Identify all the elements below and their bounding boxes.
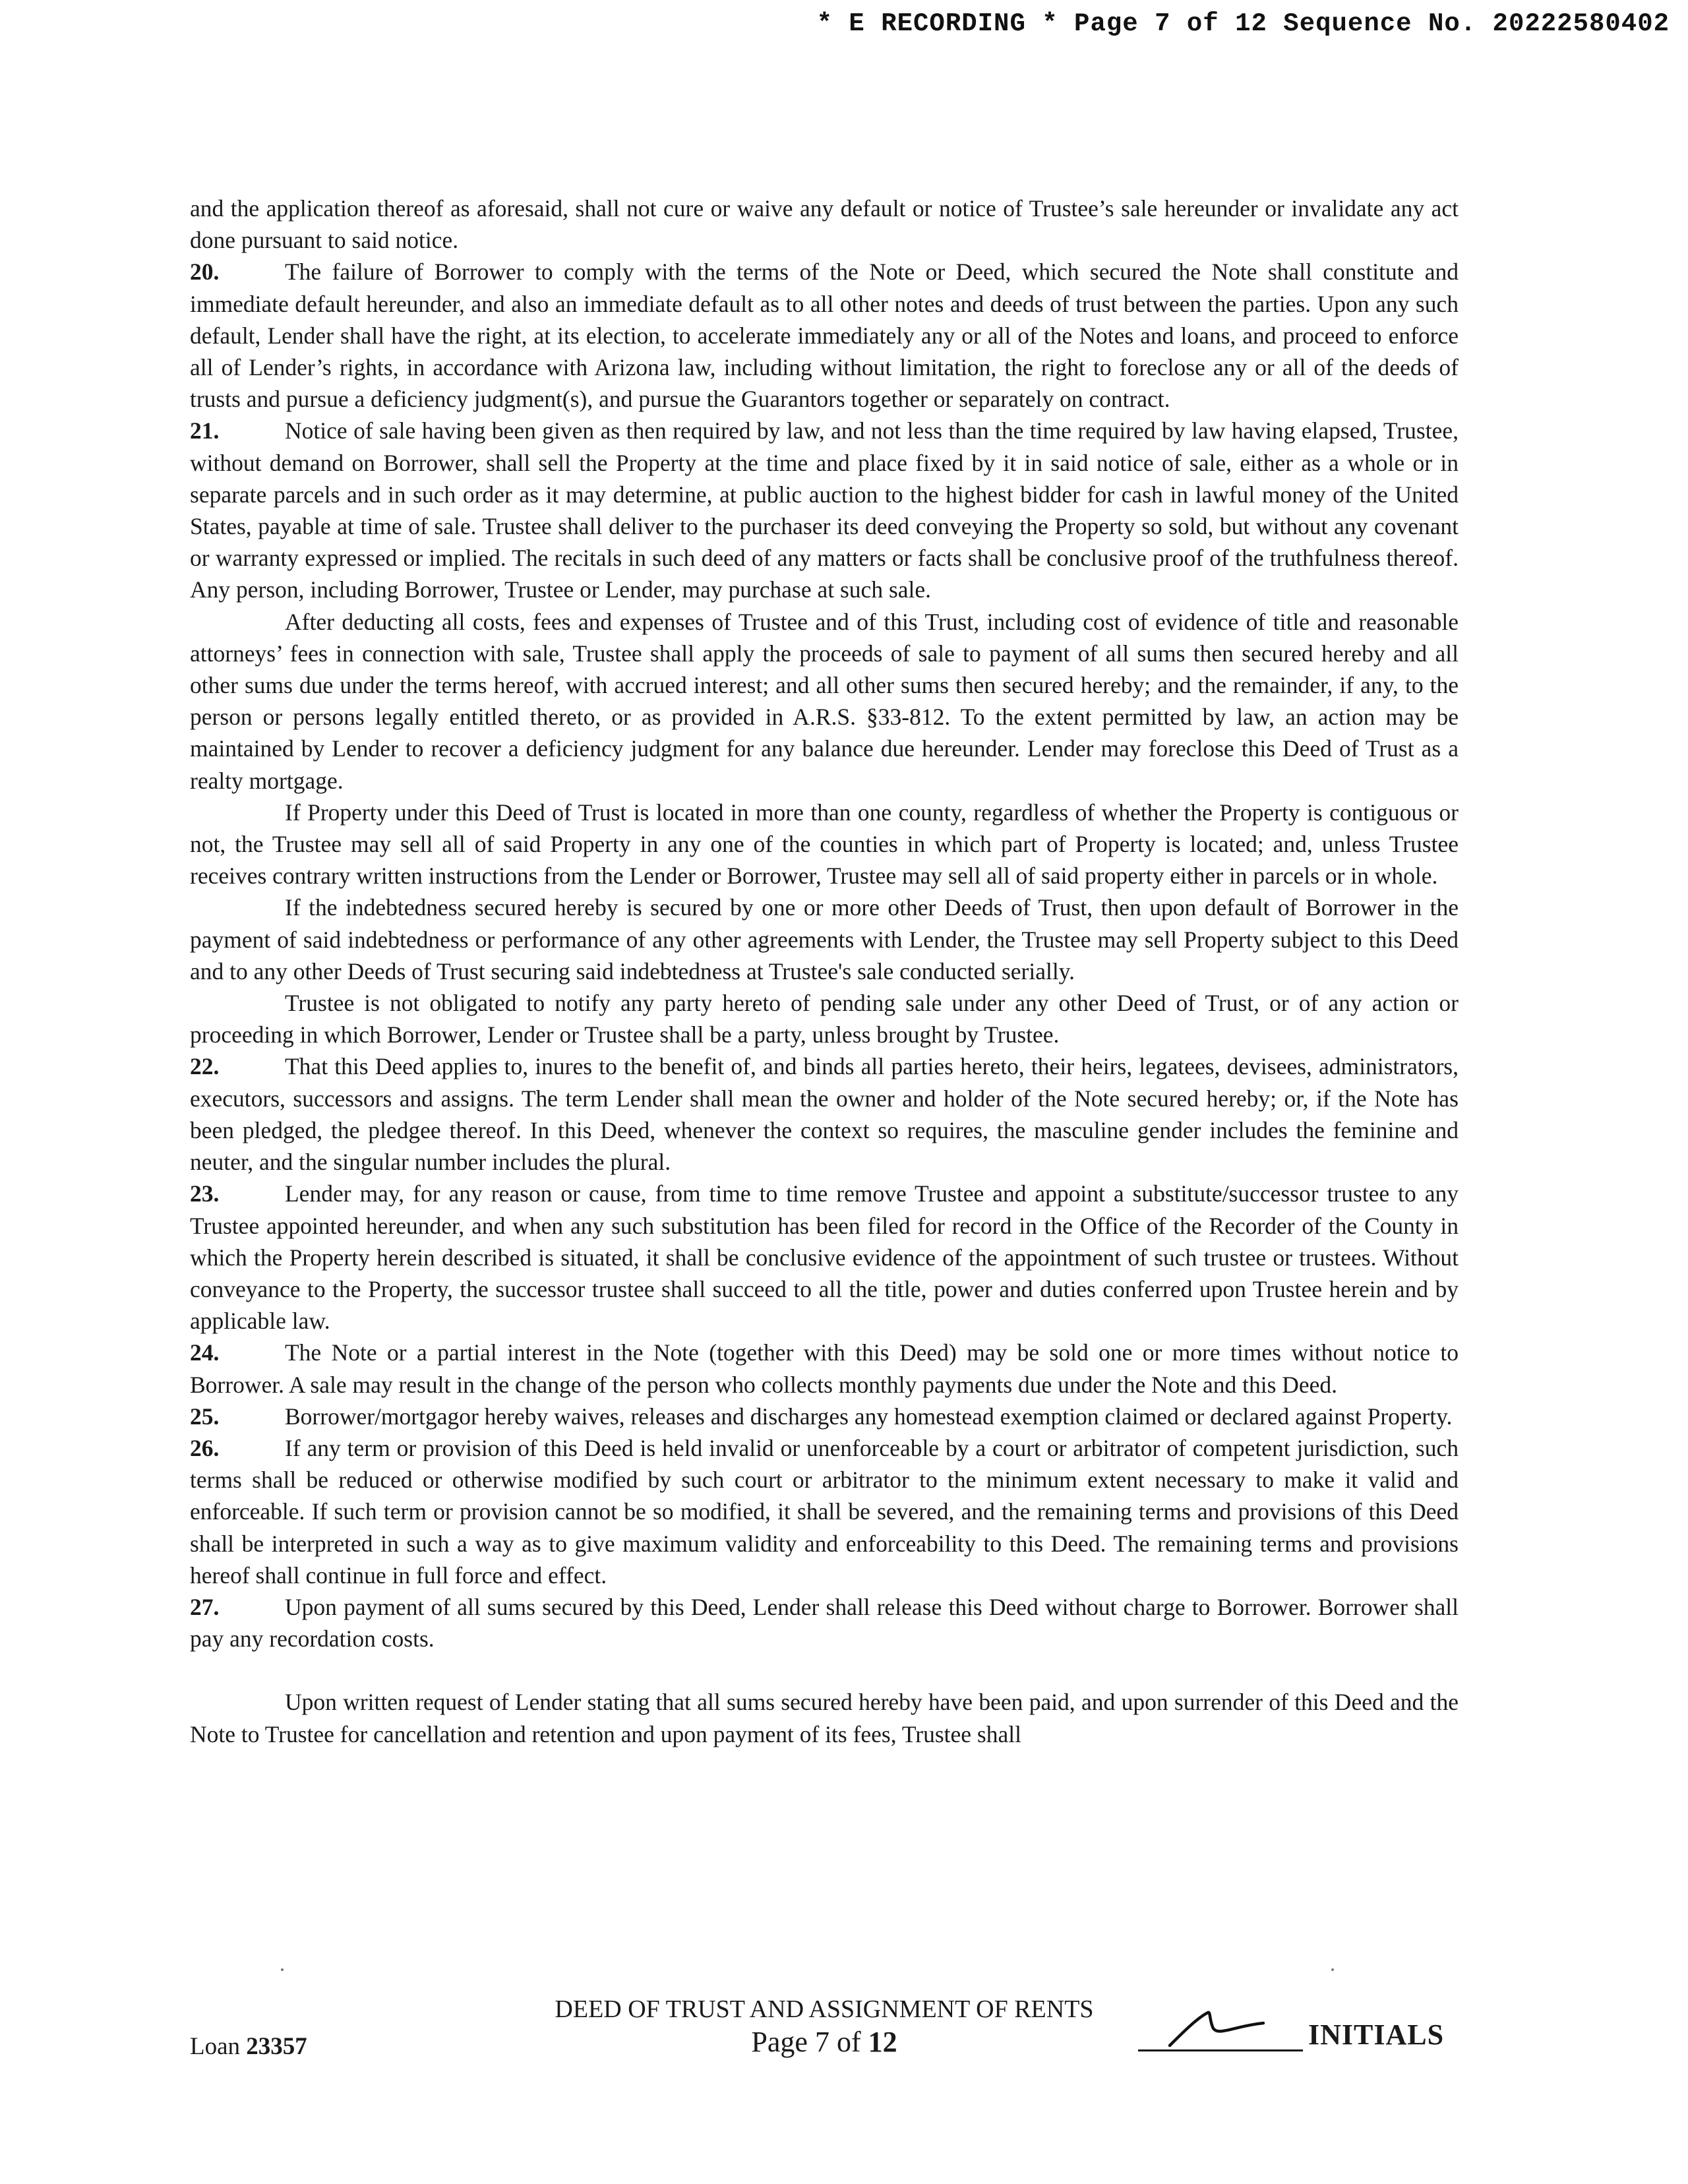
section-text: If any term or provision of this Deed is held invalid or unenforceable by a court or arbitrator of competent jurisdiction, such terms shall be reduced or otherwise modified by such court or arbitrator to the minimum extent necessary to make it valid and enforceable. If such term or provision cannot be so modified, it shall be severed, and the remaining terms and provisions of this Deed shall be interpreted in such a way as to give maximum validity and enforceability to this Deed. The remaining terms and provisions hereof shall continue in full force and effect. (190, 1434, 1459, 1589)
loan-reference (190, 2032, 307, 2061)
page-total: 12 (868, 2026, 897, 2058)
initials-block (1138, 2005, 1455, 2057)
recording-stamp: * E RECORDING * Page 7 of 12 Sequence No. 20222580402 (816, 9, 1670, 38)
section-number: 24. (190, 1339, 220, 1366)
page-current: 7 (814, 2026, 829, 2058)
section-25 (190, 1401, 1459, 1432)
document-title: DEED OF TRUST AND ASSIGNMENT OF RENTS (555, 1995, 1094, 2023)
section-text: Upon payment of all sums secured by this Deed, Lender shall release this Deed without charge to Borrower. Borrower shall pay any recordation costs. (190, 1593, 1459, 1653)
page-indicator (462, 2026, 1187, 2059)
initials-label: INITIALS (1308, 2018, 1445, 2051)
section-21 (190, 415, 1459, 605)
paragraph-other-deeds: If the indebtedness secured hereby is secured by one or more other Deeds of Trust, then upon default of Borrower in the payment of said indebtedness or performance of any other agreements with Lender, the Trustee may sell Property subject to this Deed and to any other Deeds of Trust securing said indebtedness at Trustee's sale conducted serially. (190, 894, 1459, 985)
section-number: 23. (190, 1180, 220, 1207)
section-23 (190, 1178, 1459, 1337)
paragraph-multiple-counties: If Property under this Deed of Trust is located in more than one county, regardless of whether the Property is contiguous or not, the Trustee may sell all of said Property in any one of the counties in which part of Property is located; and, unless Trustee receives contrary written instructions from the Lender or Borrower, Trustee may sell all of said property either in parcels or in whole. (190, 799, 1459, 890)
section-text: Lender may, for any reason or cause, from time to time remove Trustee and appoint a substitute/successor trustee to any Trustee appointed hereunder, and when any such substitution has been filed for record in the Office of the Recorder of the County in which the Property herein described is situated, it shall be conclusive evidence of the appointment of such trustee or trustees. Without conveyance to the Property, the successor trustee shall succeed to all the title, power and duties conferred upon Trustee herein and by applicable law. (190, 1180, 1459, 1335)
scan-speck (281, 1968, 284, 1971)
section-text: Notice of sale having been given as then required by law, and not less than the time required by law having elapsed, Trustee, without demand on Borrower, shall sell the Property at the time and place fixed by it in said notice of sale, either as a whole or in separate parcels and in such order as it may determine, at public auction to the highest bidder for cash in lawful money of the United States, payable at time of sale. Trustee shall deliver to the purchaser its deed conveying the Property so sold, but without any covenant or warranty expressed or implied. The recitals in such deed of any matters or facts shall be conclusive proof of the truthfulness thereof. Any person, including Borrower, Trustee or Lender, may purchase at such sale. (190, 417, 1459, 603)
continuation-paragraph: and the application thereof as aforesaid, shall not cure or waive any default or notice of Trustee’s sale hereunder or invalidate any act done pursuant to said notice. (190, 195, 1459, 254)
paragraph-reconveyance: Upon written request of Lender stating that all sums secured hereby have been paid, and upon surrender of this Deed and the Note to Trustee for cancellation and retention and upon payment of its fees, Trustee shall (190, 1689, 1459, 1747)
paragraph-proceeds: After deducting all costs, fees and expenses of Trustee and of this Trust, including cost of evidence of title and reasonable attorneys’ fees in connection with sale, Trustee shall apply the proceeds of sale to payment of all sums then secured hereby and all other sums due under the terms hereof, with accrued interest; and all other sums then secured hereby; and the remainder, if any, to the person or persons legally entitled thereto, or as provided in A.R.S. §33-812. To the extent permitted by law, an action may be maintained by Lender to recover a deficiency judgment for any balance due hereunder. Lender may foreclose this Deed of Trust as a realty mortgage. (190, 608, 1459, 794)
section-number: 21. (190, 417, 220, 444)
initials-line (1138, 2049, 1303, 2051)
section-24 (190, 1337, 1459, 1400)
paragraph-notification: Trustee is not obligated to notify any party hereto of pending sale under any other Deed of Trust, or of any action or proceeding in which Borrower, Lender or Trustee shall be a party, unless brought by Trustee. (190, 990, 1459, 1048)
section-number: 20. (190, 258, 220, 286)
section-text: Borrower/mortgagor hereby waives, releases and discharges any homestead exemption claimed or declared against Property. (285, 1403, 1453, 1430)
section-20 (190, 256, 1459, 415)
document-body (190, 193, 1459, 1750)
section-text: The Note or a partial interest in the Note (together with this Deed) may be sold one or more times without notice to Borrower. A sale may result in the change of the person who collects monthly payments due under the Note and this Deed. (190, 1339, 1459, 1398)
section-number: 27. (190, 1593, 220, 1620)
section-text: That this Deed applies to, inures to the benefit of, and binds all parties hereto, their heirs, legatees, devisees, administrators, executors, successors and assigns. The term Lender shall mean the owner and holder of the Note secured hereby; or, if the Note has been pledged, the pledgee thereof. In this Deed, whenever the context so requires, the masculine gender includes the feminine and neuter, and the singular number includes the plural. (190, 1053, 1459, 1176)
page-of: of (836, 2026, 861, 2058)
page-prefix: Page (751, 2026, 808, 2058)
handwritten-initials-signature (1164, 2006, 1296, 2049)
section-27 (190, 1591, 1459, 1654)
section-number: 26. (190, 1434, 220, 1461)
section-number: 22. (190, 1053, 220, 1080)
footer-center (462, 1993, 1187, 2059)
section-22 (190, 1050, 1459, 1178)
loan-number: 23357 (246, 2033, 307, 2060)
scan-speck (1331, 1968, 1334, 1971)
section-number: 25. (190, 1403, 220, 1430)
section-text: The failure of Borrower to comply with the terms of the Note or Deed, which secured the Note shall constitute and immediate default hereunder, and also an immediate default as to all other notes and deeds of trust between the parties. Upon any such default, Lender shall have the right, at its election, to accelerate immediately any or all of the Notes and loans, and proceed to enforce all of Lender’s rights, in accordance with Arizona law, including without limitation, the right to foreclose any or all of the deeds of trusts and pursue a deficiency judgment(s), and pursue the Guarantors together or separately on contract. (190, 258, 1459, 413)
loan-label: Loan (190, 2033, 241, 2060)
section-26 (190, 1432, 1459, 1591)
